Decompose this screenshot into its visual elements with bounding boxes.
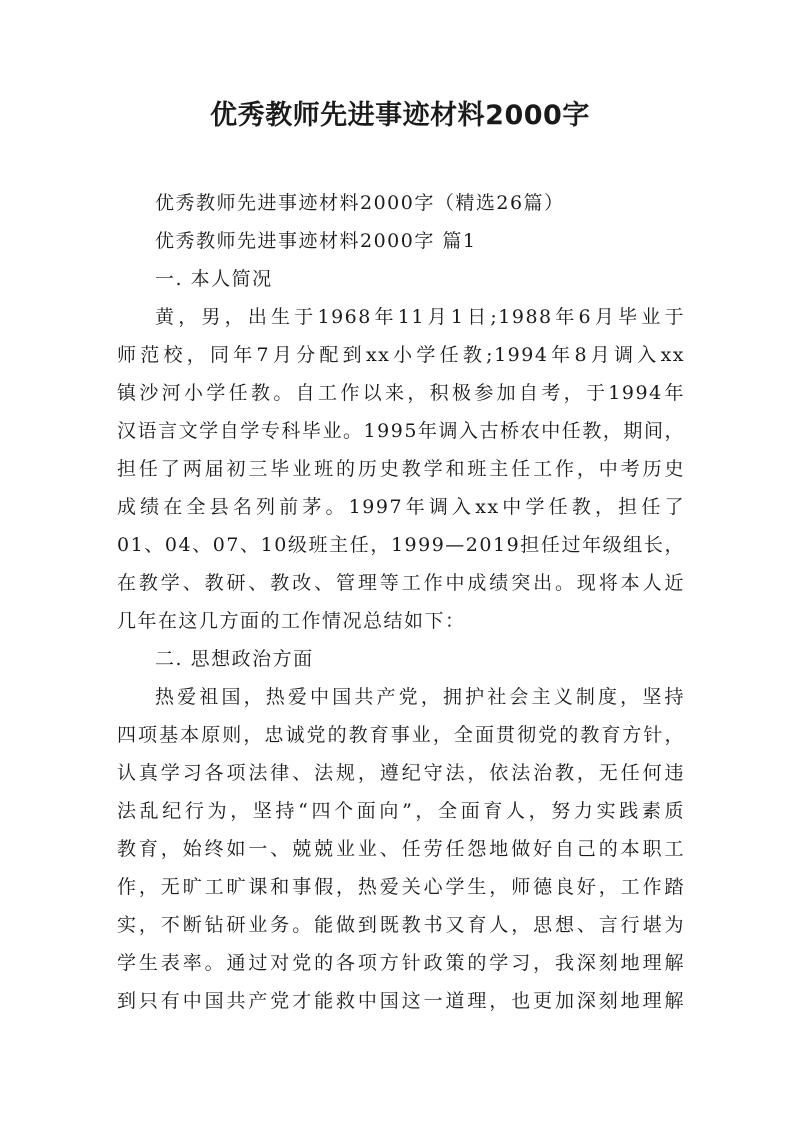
paragraph-line: 汉语言文学自学专科毕业。1995年调入古桥农中任教，期间， bbox=[117, 420, 685, 442]
paragraph-profile bbox=[117, 298, 685, 640]
paragraph-line: 黄，男，出生于1968年11月1日;1988年6月毕业于 bbox=[155, 306, 685, 328]
section-heading-profile: 一. 本人简况 bbox=[155, 268, 273, 290]
paragraph-line: 01、04、07、10级班主任，1999—2019担任过年级组长， bbox=[117, 534, 685, 556]
paragraph-line: 实，不断钻研业务。能做到既教书又育人，思想、言行堪为 bbox=[117, 914, 685, 936]
document-body bbox=[117, 184, 685, 1020]
paragraph-line: 几年在这几方面的工作情况总结如下： bbox=[117, 610, 466, 632]
chapter-heading: 优秀教师先进事迹材料2000字 篇1 bbox=[155, 230, 477, 252]
paragraph-line: 热爱祖国，热爱中国共产党，拥护社会主义制度，坚持 bbox=[155, 686, 685, 708]
paragraph-line: 认真学习各项法律、法规，遵纪守法，依法治教，无任何违 bbox=[117, 762, 685, 784]
paragraph-line: 到只有中国共产党才能救中国这一道理，也更加深刻地理解 bbox=[117, 990, 685, 1012]
paragraph-line: 在教学、教研、教改、管理等工作中成绩突出。现将本人近 bbox=[117, 572, 685, 594]
paragraph-line: 四项基本原则，忠诚党的教育事业，全面贯彻党的教育方针， bbox=[117, 724, 685, 746]
paragraph-line: 镇沙河小学任教。自工作以来，积极参加自考，于1994年 bbox=[117, 382, 685, 404]
document-subtitle: 优秀教师先进事迹材料2000字（精选26篇） bbox=[155, 192, 565, 214]
paragraph-line: 成绩在全县名列前茅。1997年调入xx中学任教，担任了 bbox=[117, 496, 685, 518]
section-heading-politics: 二. 思想政治方面 bbox=[155, 648, 314, 670]
paragraph-line: 作，无旷工旷课和事假，热爱关心学生，师德良好，工作踏 bbox=[117, 876, 685, 898]
paragraph-politics bbox=[117, 678, 685, 1020]
document-title: 优秀教师先进事迹材料2000字 bbox=[210, 100, 590, 131]
paragraph-line: 学生表率。通过对党的各项方针政策的学习，我深刻地理解 bbox=[117, 952, 685, 974]
paragraph-line: 师范校，同年7月分配到xx小学任教;1994年8月调入xx bbox=[117, 344, 685, 366]
paragraph-line: 法乱纪行为，坚持“四个面向”，全面育人，努力实践素质 bbox=[117, 800, 685, 822]
paragraph-line: 教育，始终如一、兢兢业业、任劳任怨地做好自己的本职工 bbox=[117, 838, 685, 860]
paragraph-line: 担任了两届初三毕业班的历史教学和班主任工作，中考历史 bbox=[117, 458, 685, 480]
